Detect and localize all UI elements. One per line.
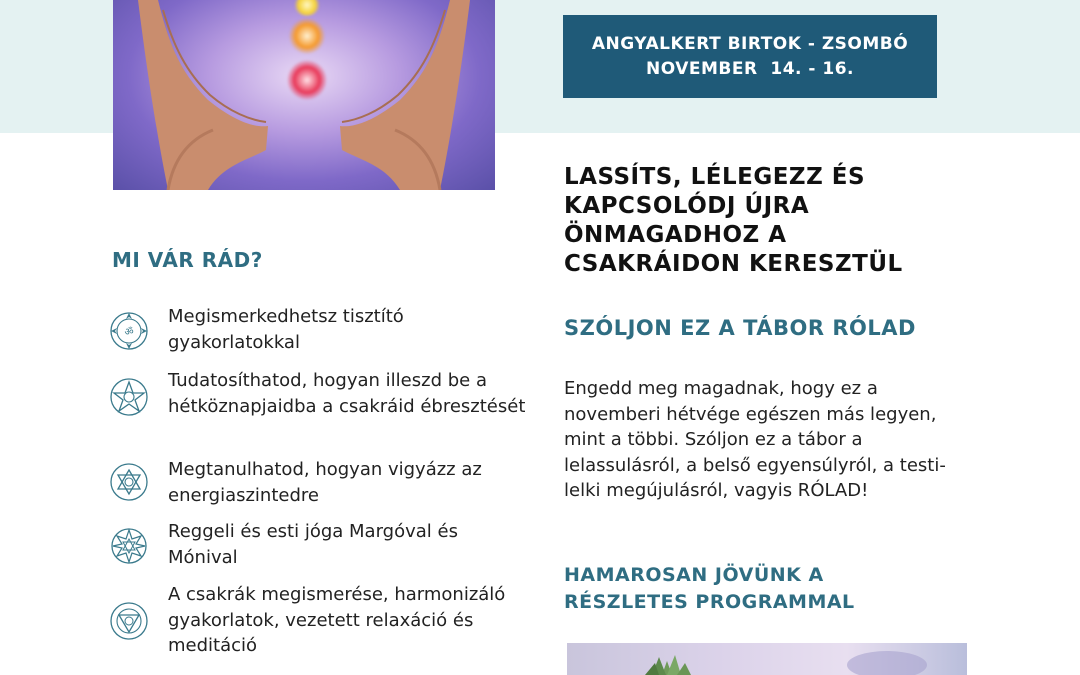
list-item <box>108 582 528 662</box>
list-item <box>108 457 528 509</box>
left-hand-image <box>138 0 273 190</box>
about-camp-title: SZÓLJON EZ A TÁBOR RÓLAD <box>564 316 916 340</box>
heart-chakra-icon <box>108 461 150 503</box>
throat-chakra-icon <box>108 600 150 642</box>
star-chakra-icon <box>108 376 150 418</box>
svg-text:ॐ: ॐ <box>124 327 134 338</box>
list-item-text: Megismerkedhetsz tisztító gyakorlatokkal <box>168 306 404 353</box>
list-item-text: Reggeli és esti jóga Margóval és Mónival <box>168 521 458 568</box>
chakra-light-yellow <box>294 0 320 16</box>
what-awaits-title: MI VÁR RÁD? <box>112 248 263 272</box>
event-dates: NOVEMBER 14. - 16. <box>645 58 855 79</box>
list-item <box>108 519 528 571</box>
succulent-image <box>567 643 967 675</box>
chakra-light-red <box>287 60 327 100</box>
chakra-hands-photo <box>113 0 495 190</box>
list-item-text: Megtanulhatod, hogyan vigyázz az energiaszintedre <box>168 459 482 506</box>
list-item <box>108 368 528 446</box>
event-venue: ANGYALKERT BIRTOK - ZSOMBÓ <box>591 33 909 54</box>
chakra-light-orange <box>289 18 325 54</box>
about-camp-text: Engedd meg magadnak, hogy ez a novemberi hétvége egészen más legyen, mint a többi. Szóljon ez a tábor a lelassulásról, a belső egyensúlyról, a testi-lelki megújulásról, vagyis RÓLAD! <box>564 378 946 501</box>
coming-soon-title: HAMAROSAN JÖVÜNK A RÉSZLETES PROGRAMMAL <box>564 564 855 613</box>
om-chakra-icon <box>108 310 150 352</box>
about-camp-paragraph <box>564 376 964 504</box>
list-item <box>108 304 528 356</box>
succulent-photo <box>567 643 967 675</box>
event-banner <box>563 15 937 98</box>
main-headline: LASSÍTS, LÉLEGEZZ ÉS KAPCSOLÓDJ ÚJRA ÖNMAGADHOZ A CSAKRÁIDON KERESZTÜL <box>564 164 903 277</box>
list-item-text: A csakrák megismerése, harmonizáló gyakorlatok, vezetett relaxáció és meditáció <box>168 584 506 656</box>
list-item-text: Tudatosíthatod, hogyan illeszd be a hétköznapjaidba a csakráid ébresztését <box>168 370 526 417</box>
right-hand-image <box>335 0 470 190</box>
lotus-chakra-icon <box>108 525 150 567</box>
